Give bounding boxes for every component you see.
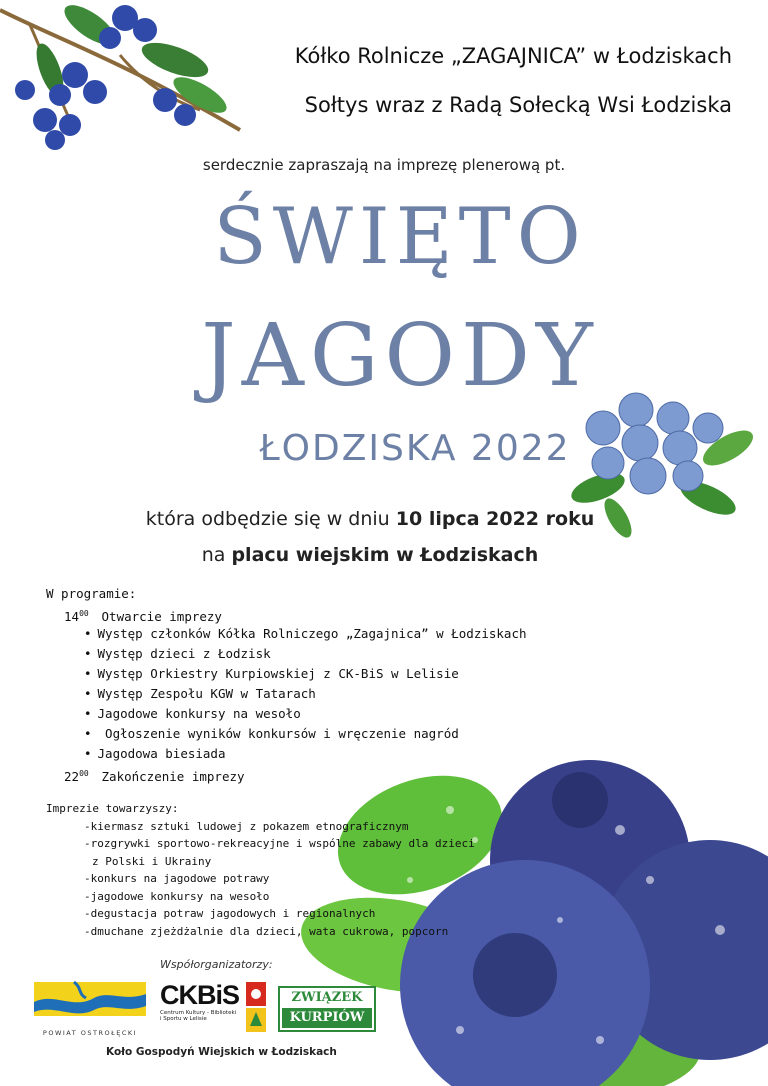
organizer-line-1: Kółko Rolnicze „ZAGAJNICA” w Łodziskach bbox=[294, 44, 732, 68]
program-start-label: Otwarcie imprezy bbox=[101, 609, 222, 625]
side-events-section bbox=[46, 800, 475, 940]
program-item: • Występ Zespołu KGW w Tatarach bbox=[46, 684, 527, 704]
zk-line-1: ZWIĄZEK bbox=[291, 990, 363, 1005]
program-item: • Jagodowa biesiada bbox=[46, 744, 527, 764]
program-end bbox=[46, 764, 527, 784]
event-date-prefix: która odbędzie się w dniu bbox=[145, 508, 396, 530]
program-item: • Występ dzieci z Łodzisk bbox=[46, 644, 527, 664]
program-item: • Występ członków Kółka Rolniczego „Zagajnica” w Łodziskach bbox=[46, 624, 527, 644]
side-event-item: -konkurs na jagodowe potrawy bbox=[84, 872, 270, 885]
side-event-item: -dmuchane zjeżdżalnie dla dzieci, wata cukrowa, popcorn bbox=[84, 924, 449, 938]
event-place-value: placu wiejskim w Łodziskach bbox=[231, 544, 539, 566]
side-event-item-continuation: z Polski i Ukrainy bbox=[92, 854, 212, 868]
title-subtitle: ŁODZISKA 2022 bbox=[259, 428, 571, 469]
zwiazek-kurpiow-logo bbox=[278, 986, 376, 1032]
organizer-line-2: Sołtys wraz z Radą Sołecką Wsi Łodziska bbox=[304, 93, 732, 117]
title-line-2: JAGODY bbox=[201, 306, 599, 406]
program-item: • Jagodowe konkursy na wesoło bbox=[46, 704, 527, 724]
ckbis-logo bbox=[160, 980, 270, 1036]
program-end-label: Zakończenie imprezy bbox=[101, 769, 245, 785]
program-end-time: $22^{00}$ bbox=[64, 769, 89, 785]
program-item: • Występ Orkiestry Kurpiowskiej z CK-BiS w Lelisie bbox=[46, 664, 527, 684]
side-event-item: -rozgrywki sportowo-rekreacyjne i wspólne zabawy dla dzieci bbox=[84, 837, 475, 850]
coorganizers-label: Współorganizatorzy: bbox=[160, 958, 273, 971]
zk-line-2: KURPIÓW bbox=[282, 1008, 372, 1028]
program-start-time: $14^{00}$ bbox=[64, 609, 89, 625]
program-section bbox=[46, 584, 527, 784]
side-events-heading: Imprezie towarzyszy: bbox=[46, 802, 179, 815]
powiat-ostrolecki-logo bbox=[34, 980, 146, 1036]
event-place bbox=[120, 544, 620, 566]
powiat-emblem-icon bbox=[34, 980, 146, 1022]
ckbis-subtitle-1: Centrum Kultury - Biblioteki bbox=[160, 1010, 237, 1016]
event-date bbox=[120, 508, 620, 530]
ckbis-emblem-icon bbox=[246, 982, 266, 1032]
event-place-prefix: na bbox=[201, 544, 232, 566]
title-line-1: ŚWIĘTO bbox=[213, 192, 587, 282]
ckbis-subtitle-2: i Sportu w Lelisie bbox=[160, 1016, 207, 1022]
ckbis-wordmark: CKBiS bbox=[160, 980, 240, 1010]
event-date-value: 10 lipca 2022 roku bbox=[395, 508, 595, 530]
side-event-item: -jagodowe konkursy na wesoło bbox=[84, 889, 270, 903]
side-event-item: -kiermasz sztuki ludowej z pokazem etnograficznym bbox=[84, 819, 409, 833]
footer-kgw: Koło Gospodyń Wiejskich w Łodziskach bbox=[106, 1046, 337, 1058]
program-item: • Ogłoszenie wyników konkursów i wręczenie nagród bbox=[46, 724, 527, 744]
blueberry-branch-illustration bbox=[0, 0, 250, 160]
invitation-text: serdecznie zapraszają na imprezę plenerową pt. bbox=[202, 156, 566, 174]
side-event-item: -degustacja potraw jagodowych i regionalnych bbox=[84, 907, 376, 920]
powiat-name: POWIAT OSTROŁĘCKI bbox=[42, 1029, 138, 1037]
program-start bbox=[46, 604, 527, 624]
program-heading: W programie: bbox=[46, 586, 137, 601]
